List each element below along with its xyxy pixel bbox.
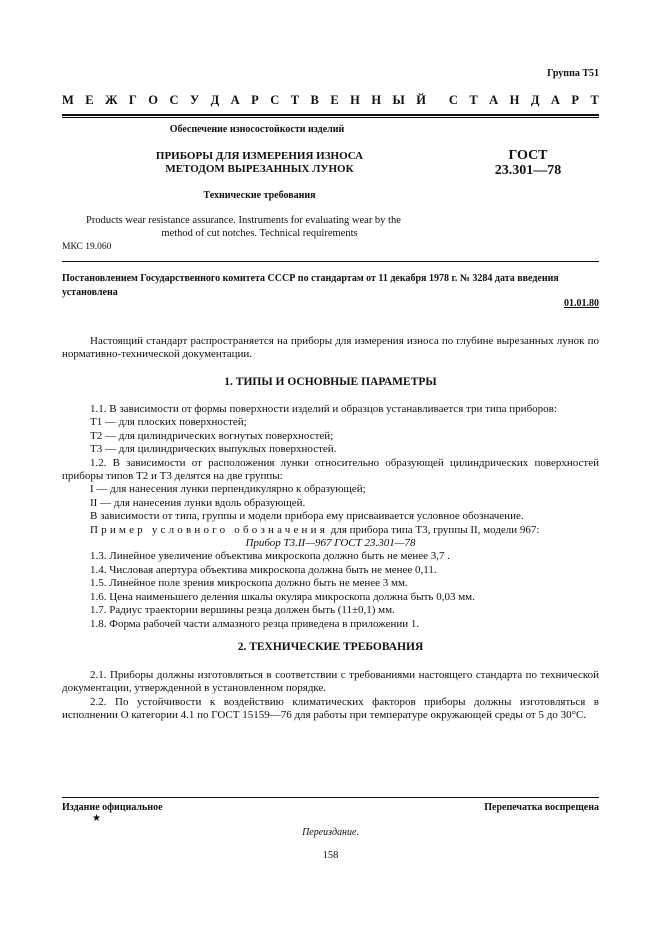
standard-heading-letter: С [448,93,458,107]
standard-heading-letter: В [310,93,319,107]
standard-heading-letter: С [270,93,280,107]
decree-rule [62,261,599,262]
standard-heading-letter: С [169,93,179,107]
standard-heading-letter: Й [416,93,426,107]
example-label: Пример условного обозначения [90,523,328,536]
standard-heading-letter: Г [128,93,137,107]
section-2-body [62,669,599,723]
standard-heading-letter: Т [290,93,300,107]
section-1-body [62,403,599,631]
standard-heading-letter: Ы [392,93,405,107]
gost-label: ГОСТ [508,148,548,163]
footer-rule [62,797,599,798]
standard-heading-letter: Т [469,93,478,107]
standard-heading-letter: Е [85,93,94,107]
clause-1-3: 1.3. Линейное увеличение объектива микроскопа должно быть не менее 3,7 . [90,550,450,563]
example-intro [62,524,599,537]
group-code: Группа Т51 [547,68,599,79]
standard-heading-letter: Д [210,93,220,107]
standard-heading-letter: А [230,93,240,107]
group-ii: II — для нанесения лунки вдоль образующей. [90,496,306,509]
clause-2-1: 2.1. Приборы должны изготовляться в соответствии с требованиями настоящего стандарта по технической документации, утвержденной в установленном порядке. [62,669,599,695]
star-icon: ★ [92,813,101,824]
example-rest: для прибора типа Т3, группы II, модели 967: [327,523,540,536]
section-2-heading: 2. ТЕХНИЧЕСКИЕ ТРЕБОВАНИЯ [237,641,424,653]
intro-paragraph: Настоящий стандарт распространяется на приборы для измерения износа по глубине вырезанных лунок по нормативно-технической документации. [62,335,599,361]
type-t1: Т1 — для плоских поверхностей; [90,416,247,429]
clause-1-7: 1.7. Радиус траектории вершины резца должен быть (11±0,1) мм. [90,604,395,617]
standard-heading-letter: Т [590,93,599,107]
title-line-1: ПРИБОРЫ ДЛЯ ИЗМЕРЕНИЯ ИЗНОСА [155,150,364,162]
type-t2: Т2 — для цилиндрических вогнутых поверхностей; [90,429,334,442]
group-i: I — для нанесения лунки перпендикулярно к образующей; [90,483,366,496]
document-subtitle: Технические требования [203,190,316,201]
standard-heading-letter: Е [330,93,339,107]
page-number: 158 [322,850,339,861]
standard-heading-letter: Н [371,93,382,107]
header-rule-thin [62,117,599,118]
gost-number: 23.301—78 [494,163,562,178]
clause-1-6: 1.6. Цена наименьшего деления шкалы окуляра микроскопа должна быть 0,03 мм. [90,590,475,603]
reprint-prohibited-label: Перепечатка воспрещена [484,802,599,813]
clause-1-4: 1.4. Числовая апертура объектива микроскопа должна быть не менее 0,11. [90,563,437,576]
section-1-heading: 1. ТИПЫ И ОСНОВНЫЕ ПАРАМЕТРЫ [224,376,437,388]
official-edition-label: Издание официальное [62,802,163,813]
document-title [62,150,457,176]
standard-heading-letter: Д [530,93,540,107]
type-t3: Т3 — для цилиндрических выпуклых поверхностей. [90,443,337,456]
effective-date: 01.01.80 [564,298,599,309]
clause-2-2: 2.2. По устойчивости к воздействию климатических факторов приборы должны изготовляться в исполнении О категории 4.1 по ГОСТ 15159—76 для работы при температуре окружающей среды от 5 до 30°С. [62,695,599,722]
interstate-standard-heading [62,93,599,108]
reissue-note: Переиздание. [302,827,359,838]
standard-heading-letter: У [189,93,200,107]
gost-designation [478,148,578,178]
standard-heading-letter: Н [509,93,520,107]
header-rule-thick [62,114,599,116]
standard-heading-letter: Р [251,93,259,107]
standard-heading-letter: А [489,93,499,107]
designation-note: В зависимости от типа, группы и модели прибора ему присваивается условное обозначение. [90,510,524,523]
example-designation: Прибор Т3.II—967 ГОСТ 23.301—78 [245,537,416,550]
clause-1-2: 1.2. В зависимости от расположения лунки относительно образующей цилиндрических поверхностей приборы типов Т2 и Т3 делятся на две группы: [62,456,599,483]
standard-heading-letter: Р [571,93,580,107]
standard-heading-letter: Н [350,93,360,107]
mks-code: МКС 19.060 [62,242,112,252]
clause-1-1: 1.1. В зависимости от формы поверхности изделий и образцов устанавливается три типа приборов: [90,403,557,415]
standard-heading-letter: О [148,93,159,107]
standard-heading-letter: М [62,93,74,107]
standard-heading-letter: А [550,93,560,107]
series-title: Обеспечение износостойкости изделий [169,124,345,135]
clause-1-5: 1.5. Линейное поле зрения микроскопа должно быть не менее 3 мм. [90,577,408,590]
english-title-line-1: Products wear resistance assurance. Instruments for evaluating wear by the [86,215,401,226]
title-line-2: МЕТОДОМ ВЫРЕЗАННЫХ ЛУНОК [165,163,354,175]
clause-1-8: 1.8. Форма рабочей части алмазного резца приведена в приложении 1. [90,617,420,630]
decree-text: Постановлением Государственного комитета СССР по стандартам от 11 декабря 1978 г. № 3284 дата введения установлена [62,273,559,298]
standard-heading-letter: Ж [105,93,118,107]
english-title-line-2: method of cut notches. Technical requirements [161,228,358,239]
